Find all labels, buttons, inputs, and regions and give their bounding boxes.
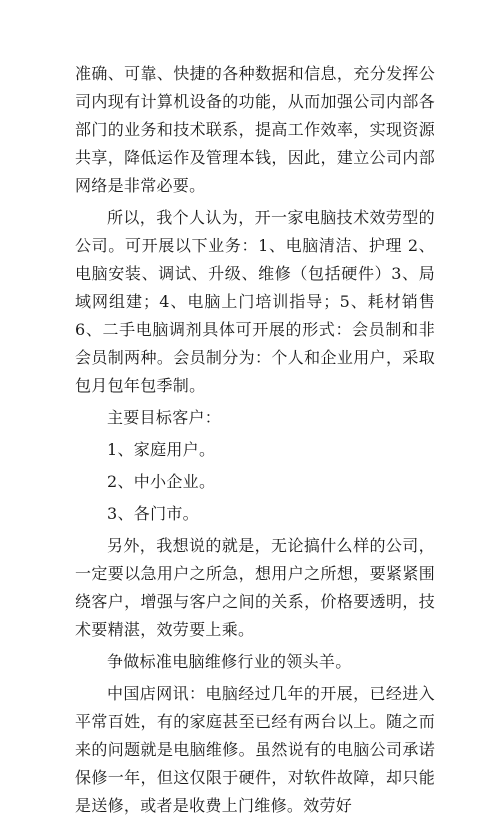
document-body xyxy=(75,60,435,824)
paragraph-target-customers-heading: 主要目标客户： xyxy=(107,408,222,427)
paragraph-business-scope: 所以，我个人认为，开一家电脑技术效劳型的公司。可开展以下业务：1、电脑清洁、护理 2、电脑安装、调试、升级、维修（包括硬件）3、局域网组建；4、电脑上门培训指导；5、耗材销售 6、二手电脑调剂具体可开展的形式：会员制和非会员制两种。会员制分为：个人和企业用户，采取包月包年包季制。 xyxy=(75,208,435,395)
paragraph-service-philosophy: 另外，我想说的就是，无论搞什么样的公司，一定要以急用户之所急，想用户之所想，要紧紧围绕客户，增强与客户之间的关系，价格要透明，技术要精湛，效劳要上乘。 xyxy=(75,536,435,639)
paragraph-intro-continued: 准确、可靠、快捷的各种数据和信息，充分发挥公司内现有计算机设备的功能，从而加强公司内部各部门的业务和技术联系，提高工作效率，实现资源共享，降低运作及管理本钱，因此，建立公司内部网络是非常必要。 xyxy=(75,64,435,195)
paragraph-slogan: 争做标准电脑维修行业的领头羊。 xyxy=(107,652,352,671)
paragraph-news-report: 中国店网讯：电脑经过几年的开展，已经进入平常百姓，有的家庭甚至已经有两台以上。随之而来的问题就是电脑维修。虽然说有的电脑公司承诺保修一年，但这仅限于硬件，对软件故障，却只能是送修，或者是收费上门维修。效劳好 xyxy=(75,684,435,815)
list-item-small-business: 2、中小企业。 xyxy=(107,472,216,491)
list-item-storefronts: 3、各门市。 xyxy=(107,504,199,523)
list-item-home-users: 1、家庭用户。 xyxy=(107,440,216,459)
